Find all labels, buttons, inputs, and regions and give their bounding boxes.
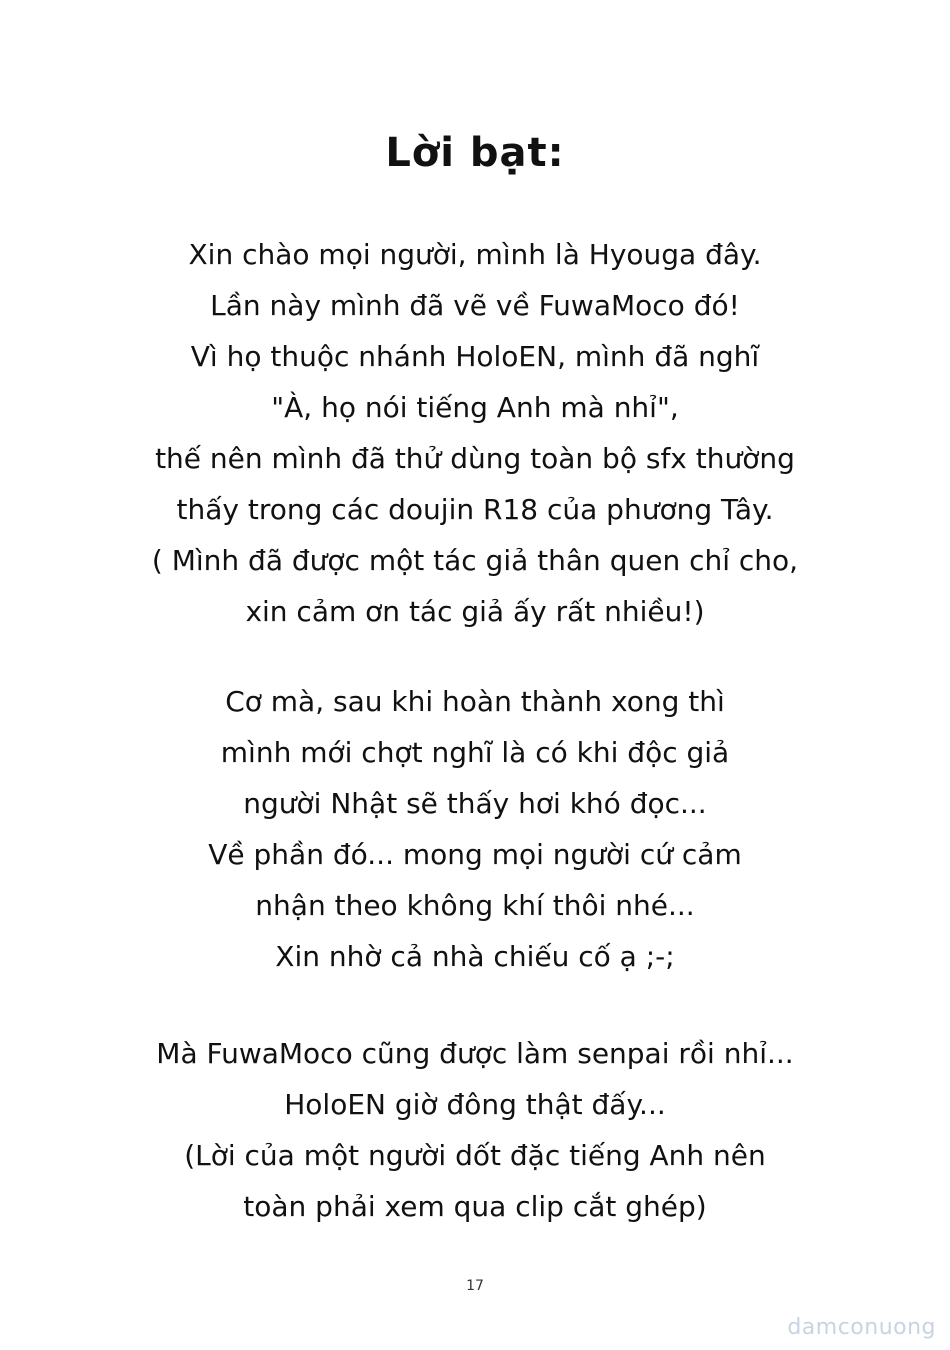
- text-line: Xin nhờ cả nhà chiếu cố ạ ;-;: [275, 940, 675, 973]
- text-line: thế nên mình đã thử dùng toàn bộ sfx thường: [155, 442, 795, 475]
- text-line: người Nhật sẽ thấy hơi khó đọc...: [243, 787, 707, 820]
- paragraph-reader-note: [0, 676, 950, 982]
- text-line: Mà FuwaMoco cũng được làm senpai rồi nhỉ...: [156, 1037, 794, 1070]
- page-number: 17: [466, 1278, 484, 1294]
- text-line: Cơ mà, sau khi hoàn thành xong thì: [225, 685, 725, 718]
- text-line: (Lời của một người dốt đặc tiếng Anh nên: [184, 1139, 766, 1172]
- page-title: Lời bạt:: [385, 130, 565, 176]
- text-line: "À, họ nói tiếng Anh mà nhỉ",: [271, 391, 679, 424]
- text-line: Về phần đó... mong mọi người cứ cảm: [208, 838, 742, 871]
- text-line: Vì họ thuộc nhánh HoloEN, mình đã nghĩ: [190, 340, 760, 373]
- paragraph-greeting: [0, 229, 950, 637]
- text-line: Xin chào mọi người, mình là Hyouga đây.: [188, 238, 762, 271]
- text-line: mình mới chợt nghĩ là có khi độc giả: [220, 736, 730, 769]
- text-line: HoloEN giờ đông thật đấy...: [284, 1088, 666, 1121]
- text-line: xin cảm ơn tác giả ấy rất nhiều!): [245, 595, 705, 628]
- text-line: Lần này mình đã vẽ về FuwaMoco đó!: [210, 289, 740, 322]
- text-line: toàn phải xem qua clip cắt ghép): [243, 1190, 707, 1223]
- text-line: nhận theo không khí thôi nhé...: [255, 889, 695, 922]
- watermark-logo: damconuong: [787, 1315, 936, 1340]
- paragraph-closing: [0, 1028, 950, 1232]
- text-line: thấy trong các doujin R18 của phương Tây.: [176, 493, 774, 526]
- text-line: ( Mình đã được một tác giả thân quen chỉ cho,: [151, 544, 799, 577]
